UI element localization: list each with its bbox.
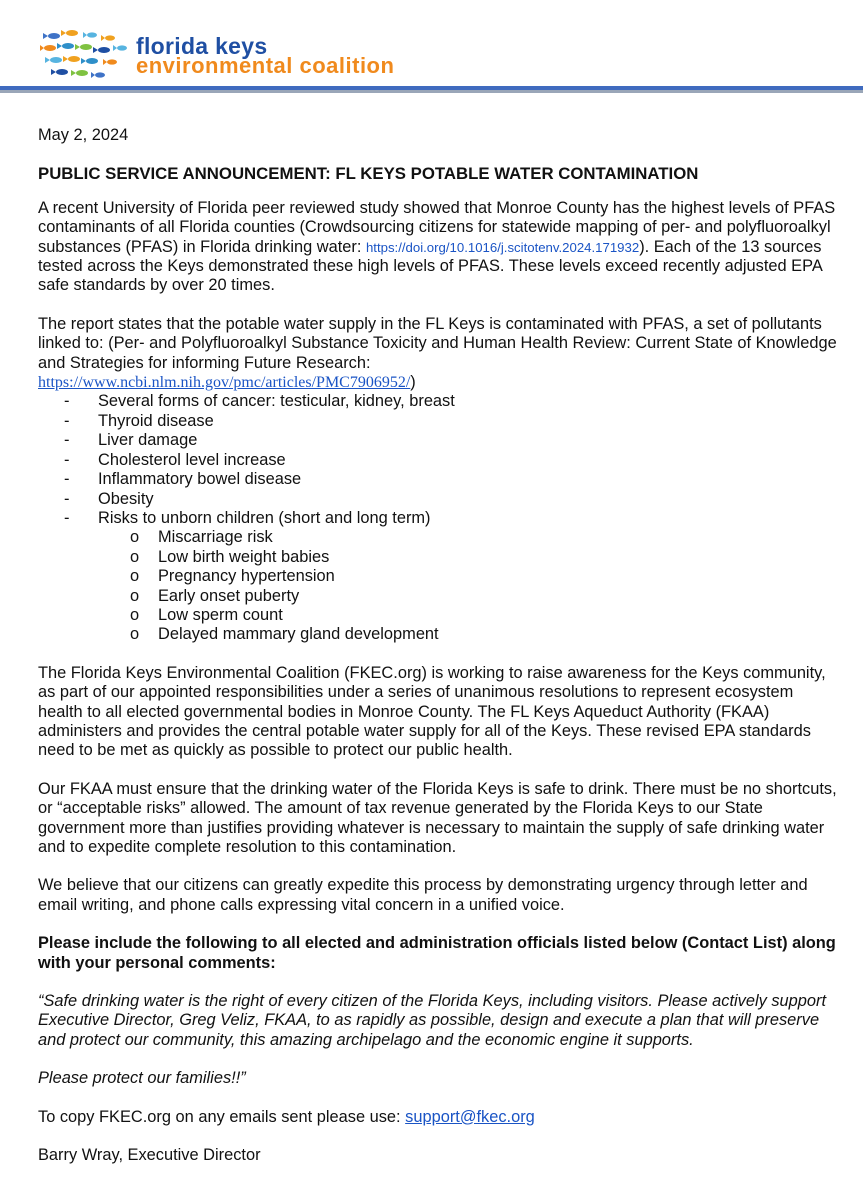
- sublist-item: o Miscarriage risk: [130, 528, 273, 547]
- dash-marker: -: [64, 450, 70, 469]
- sublist-item: o Low birth weight babies: [130, 547, 330, 566]
- citizens-paragraph: We believe that our citizens can greatly expedite this process by demonstrating urgency through letter and email writing, and phone calls expressing vital concern in a unified voice.: [38, 876, 808, 914]
- copy-email-line: [38, 1108, 838, 1127]
- bullet-marker: o: [130, 605, 140, 624]
- study-text-a: A recent University of Florida peer reviewed study showed that Monroe County has the highest levels of PFAS contaminants of all Florida counties (Crowdsourcing citizens for statewide mapping of per- and polyfluoroalkyl substances (PFAS) in Florida drinking water:: [38, 198, 836, 256]
- bullet-marker: o: [130, 625, 140, 644]
- fkec-paragraph: The Florida Keys Environmental Coalition (FKEC.org) is working to raise awareness for the Keys community, as part of our appointed responsibilities under a series of unanimous resolutions to represent ecosystem health to all elected governmental bodies in Monroe County. The FL Keys Aqueduct Authority (FKAA) administers and provides the central potable water supply for all of the Keys. These revised EPA standards need to be met as quickly as possible to protect our public health.: [38, 663, 826, 760]
- sublist-item: o Low sperm count: [130, 605, 283, 624]
- dash-marker: -: [64, 470, 70, 489]
- instructions-paragraph: Please include the following to all elected and administration officials listed below (Contact List) along with your personal comments:: [38, 934, 836, 972]
- report-paragraph: [38, 315, 838, 393]
- list-item: - Obesity: [64, 489, 154, 508]
- study-doi-link[interactable]: https://doi.org/10.1016/j.scitotenv.2024.171932: [365, 239, 640, 255]
- dash-marker: -: [64, 489, 70, 508]
- bullet-marker: o: [130, 528, 140, 547]
- list-item: - Liver damage: [64, 431, 198, 450]
- study-paragraph: [38, 199, 838, 296]
- list-item: - Risks to unborn children (short and long term) o Miscarriage risk o Low birth weight babies o Pregnancy hypertension o Early onset puberty o Low sperm count o Delayed mammary gland development: [38, 509, 838, 645]
- quote-paragraph: “Safe drinking water is the right of every citizen of the Florida Keys, including visitors. Please actively support Executive Director, Greg Veliz, FKAA, to as rapidly as possible, design and execute a plan that will preserve and protect our community, this amazing archipelago and the economic engine it supports.: [38, 992, 827, 1049]
- report-close-paren: ): [410, 373, 416, 392]
- quote-closing: Please protect our families!!”: [38, 1069, 246, 1088]
- letter-date: May 2, 2024: [38, 126, 129, 144]
- copy-text: To copy FKEC.org on any emails sent please use:: [38, 1107, 406, 1126]
- ncbi-link[interactable]: https://www.ncbi.nlm.nih.gov/pmc/articles/PMC7906952/: [38, 374, 411, 392]
- sublist-item: o Early onset puberty: [130, 586, 300, 605]
- org-name-line1: florida keys: [136, 33, 268, 59]
- org-name-line2: environmental coalition: [136, 53, 395, 78]
- dash-marker: -: [64, 392, 70, 411]
- list-item: - Thyroid disease: [64, 411, 214, 430]
- report-text: The report states that the potable water supply in the FL Keys is contaminated with PFAS, a set of pollutants linked to: (Per- and Polyfluoroalkyl Substance Toxicity and Human Health Review: Current State of Knowledge and Strategies for informing Future Research:: [38, 314, 837, 372]
- page-title: PUBLIC SERVICE ANNOUNCEMENT: FL KEYS POTABLE WATER CONTAMINATION: [38, 164, 699, 184]
- health-risk-list: [38, 392, 838, 644]
- dash-marker: -: [64, 508, 70, 527]
- sublist-item: o Pregnancy hypertension: [130, 567, 335, 586]
- support-email-link[interactable]: support@fkec.org: [405, 1107, 535, 1126]
- study-text-b: ). Each of the 13 sources tested across the Keys demonstrated these high levels of PFAS. These levels exceed recently adjusted EPA safe standards by over 20 times.: [38, 237, 822, 295]
- header-rule-shadow: [0, 90, 863, 93]
- letter-body: [38, 126, 838, 1165]
- fkaa-paragraph: Our FKAA must ensure that the drinking water of the Florida Keys is safe to drink. There must be no shortcuts, or “acceptable risks” allowed. The amount of tax revenue generated by the Florida Keys to our State government more than justifies providing whatever is necessary to maintain the supply of safe drinking water and to expedite complete resolution to this contamination.: [38, 779, 837, 856]
- fish-logo-icon: [40, 28, 132, 82]
- signature: Barry Wray, Executive Director: [38, 1146, 261, 1165]
- unborn-risk-sublist: [98, 528, 838, 644]
- bullet-marker: o: [130, 586, 140, 605]
- letterhead: [0, 0, 863, 92]
- bullet-marker: o: [130, 567, 140, 586]
- sublist-item: o Delayed mammary gland development: [130, 625, 439, 644]
- list-item: - Several forms of cancer: testicular, kidney, breast: [64, 392, 455, 411]
- list-item: - Inflammatory bowel disease: [64, 470, 302, 489]
- dash-marker: -: [64, 431, 70, 450]
- list-item: - Cholesterol level increase: [64, 450, 286, 469]
- bullet-marker: o: [130, 547, 140, 566]
- dash-marker: -: [64, 411, 70, 430]
